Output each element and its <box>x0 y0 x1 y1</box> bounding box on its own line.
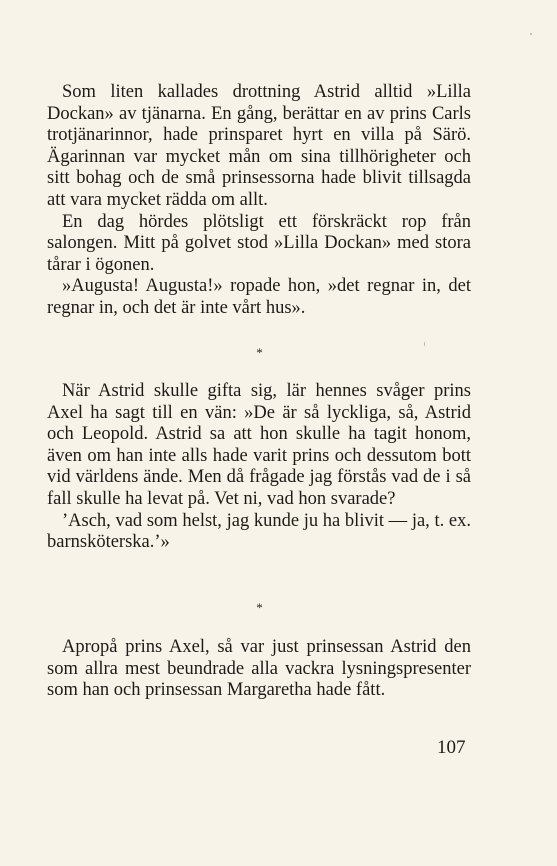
paragraph: Som liten kallades drottning Astrid alltid »Lilla Dockan» av tjänarna. En gång, berättar en av prins Carls trotjänarinnor, hade prinsparet hyrt en villa på Särö. Ägarinnan var mycket mån om sina tillhörigheter och sitt bohag och de små prinsessorna hade blivit tillsagda att vara mycket rädda om allt. <box>47 82 471 210</box>
paragraph: När Astrid skulle gifta sig, lär hennes svåger prins Axel ha sagt till en vän: »De är så lyckliga, så, Astrid och Leopold. Astrid sa att hon skulle ha tagit honom, även om han inte alls hade varit prins och dessutom bott vid världens ände. Men då frågade jag förstås vad de i så fall skulle ha levat på. Vet ni, vad hon svarade? <box>47 381 471 509</box>
paragraph: En dag hördes plötsligt ett förskräckt rop från salongen. Mitt på golvet stod »Lilla Dockan» med stora tårar i ögonen. <box>47 211 471 275</box>
section-separator: * <box>256 345 263 360</box>
paragraph: »Augusta! Augusta!» ropade hon, »det regnar in, det regnar in, och det är inte vårt hus». <box>47 276 471 318</box>
paper-speck <box>424 342 425 346</box>
text-section-2 <box>47 381 471 554</box>
text-section-3 <box>47 637 471 702</box>
text-section-1 <box>47 82 471 320</box>
paragraph: Apropå prins Axel, så var just prinsessan Astrid den som allra mest beundrade alla vackra lysningspresenter som han och prinsessan Margaretha hade fått. <box>47 637 471 701</box>
section-separator: * <box>256 600 263 615</box>
paragraph: ’Asch, vad som helst, jag kunde ju ha blivit — ja, t. ex. barnsköterska.’» <box>47 510 471 553</box>
paper-speck <box>530 33 532 35</box>
page-number: 107 <box>437 737 466 758</box>
